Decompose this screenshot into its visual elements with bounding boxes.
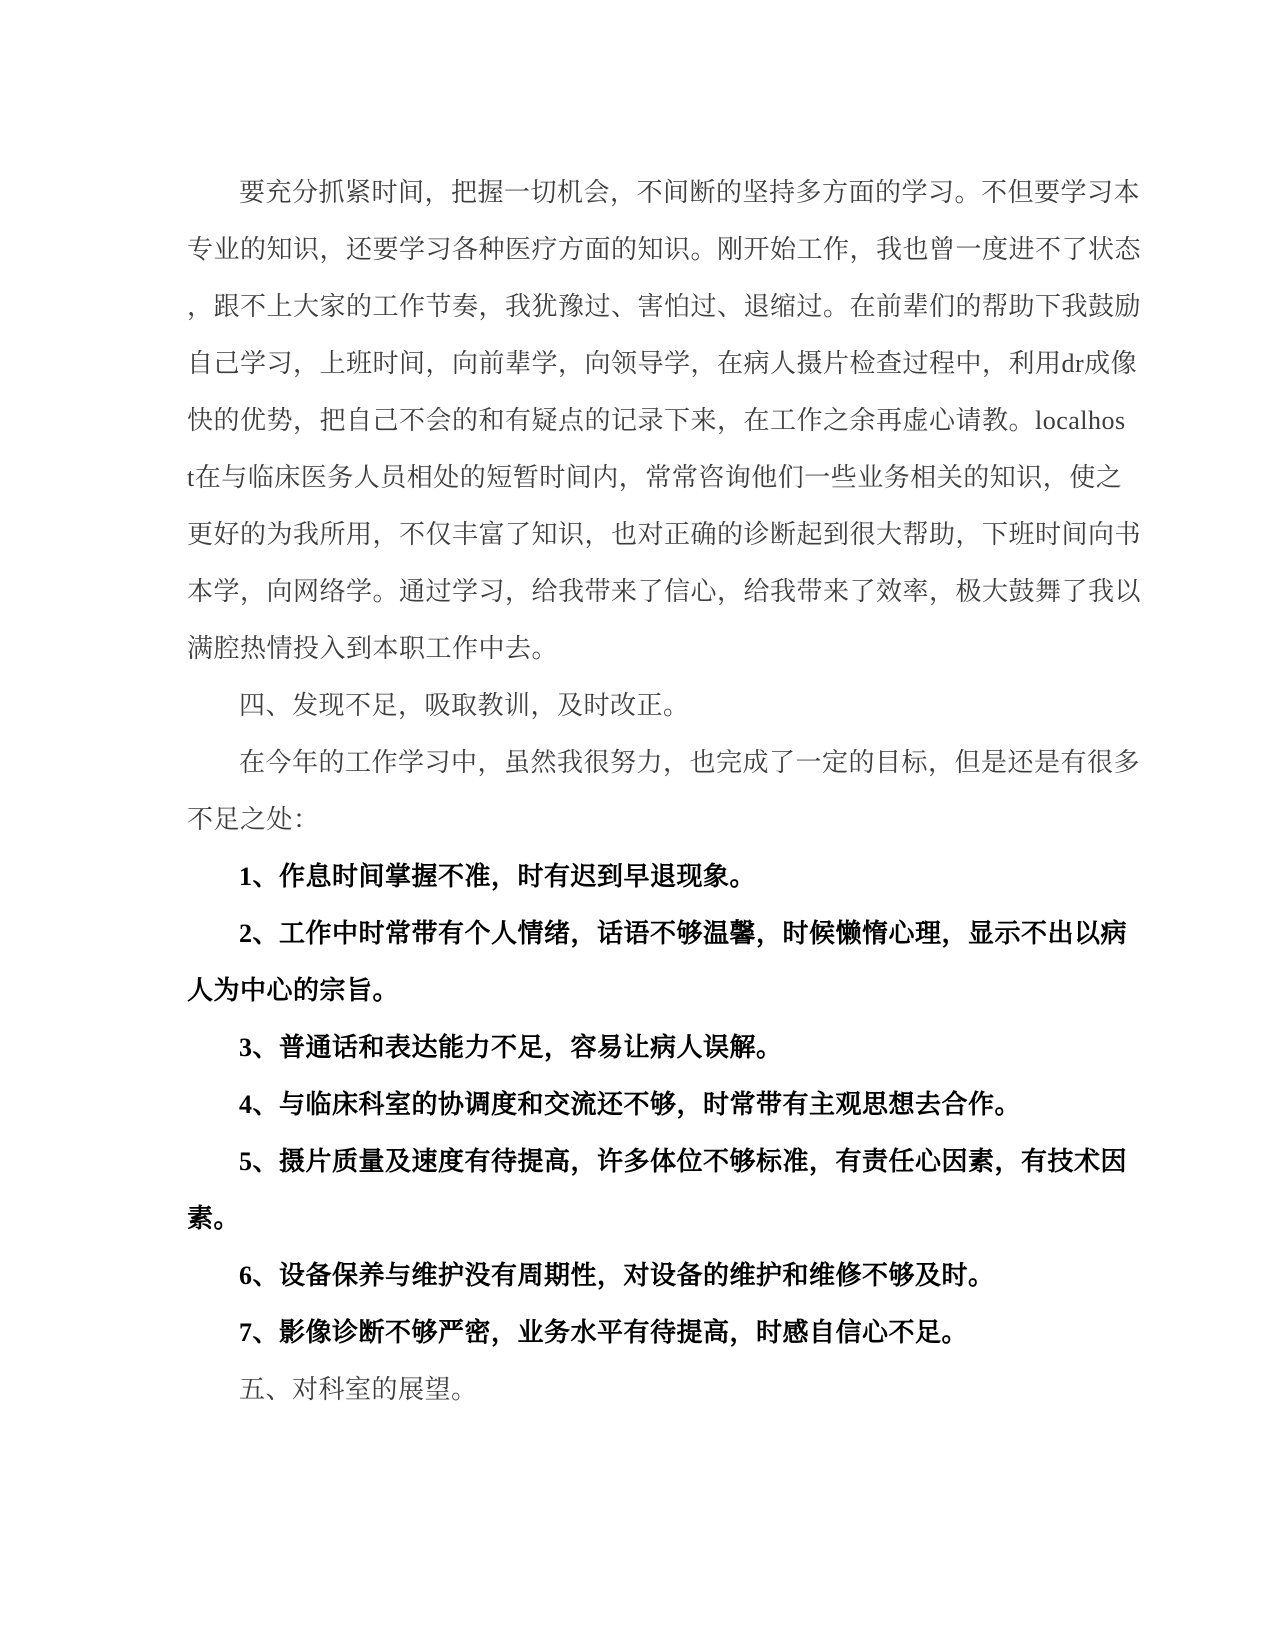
text-line: 4、与临床科室的协调度和交流还不够，时常带有主观思想去合作。 <box>239 1090 1022 1119</box>
text-line: 人为中心的宗旨。 <box>187 976 400 1005</box>
text-line: 1、作息时间掌握不准，时有迟到早退现象。 <box>239 862 757 891</box>
text-line: 不足之处： <box>187 805 320 834</box>
text-line: 5、摄片质量及速度有待提高，许多体位不够标准，有责任心因素，有技术因 <box>239 1147 1128 1176</box>
text-line: 6、设备保养与维护没有周期性，对设备的维护和维修不够及时。 <box>239 1261 995 1290</box>
text-line: t在与临床医务人员相处的短暂时间内，常常咨询他们一些业务相关的知识，使之 <box>187 463 1123 492</box>
text-line: 要充分抓紧时间，把握一切机会，不间断的坚持多方面的学习。不但要学习本 <box>239 178 1141 207</box>
text-line: 四、发现不足，吸取教训，及时改正。 <box>239 691 690 720</box>
document-body <box>187 164 1142 1418</box>
text-line: 本学，向网络学。通过学习，给我带来了信心，给我带来了效率，极大鼓舞了我以 <box>187 577 1142 606</box>
text-line: 快的优势，把自己不会的和有疑点的记录下来，在工作之余再虚心请教。localhos <box>187 406 1126 435</box>
text-line: ，跟不上大家的工作节奏，我犹豫过、害怕过、退缩过。在前辈们的帮助下我鼓励 <box>187 292 1142 321</box>
text-line: 在今年的工作学习中，虽然我很努力，也完成了一定的目标，但是还是有很多 <box>239 748 1141 777</box>
text-line: 3、普通话和表达能力不足，容易让病人误解。 <box>239 1033 783 1062</box>
text-line: 更好的为我所用，不仅丰富了知识，也对正确的诊断起到很大帮助，下班时间向书 <box>187 520 1142 549</box>
text-line: 自己学习，上班时间，向前辈学，向领导学，在病人摄片检查过程中，利用dr成像 <box>187 349 1138 378</box>
text-line: 2、工作中时常带有个人情绪，话语不够温馨，时候懒惰心理，显示不出以病 <box>239 919 1128 948</box>
text-line: 7、影像诊断不够严密，业务水平有待提高，时感自信心不足。 <box>239 1318 969 1347</box>
text-line: 专业的知识，还要学习各种医疗方面的知识。刚开始工作，我也曾一度进不了状态 <box>187 235 1142 264</box>
text-line: 五、对科室的展望。 <box>239 1375 478 1404</box>
text-line: 素。 <box>187 1204 241 1233</box>
text-line: 满腔热情投入到本职工作中去。 <box>187 634 559 663</box>
